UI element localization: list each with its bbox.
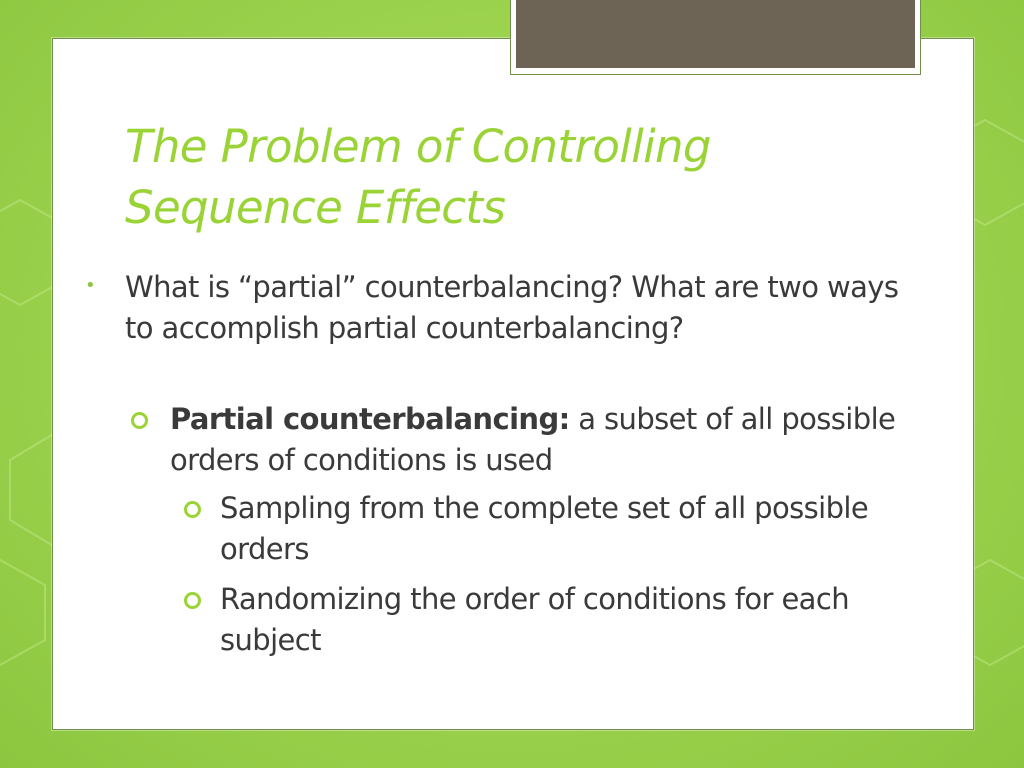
term-label: Partial counterbalancing: [170, 402, 570, 436]
ring-bullet-icon [131, 412, 148, 429]
bullet-item-level-2 [170, 399, 910, 481]
bullet-item-level-3: Sampling from the complete set of all possible orders [220, 491, 869, 566]
slide-title-line-1: The Problem of Controlling [125, 120, 711, 173]
ring-bullet-icon [184, 592, 201, 609]
ring-bullet-icon [184, 501, 201, 518]
bullet-item-level-3: Randomizing the order of conditions for each subject [220, 582, 849, 657]
bullet-item-level-1: What is “partial” counterbalancing? What are two ways to accomplish partial counterbalancing? [125, 270, 899, 345]
term-definition: a subset of all possible orders of conditions is used [170, 402, 896, 477]
slide-title-line-2: Sequence Effects [125, 181, 506, 234]
dot-bullet-icon: • [85, 275, 96, 296]
